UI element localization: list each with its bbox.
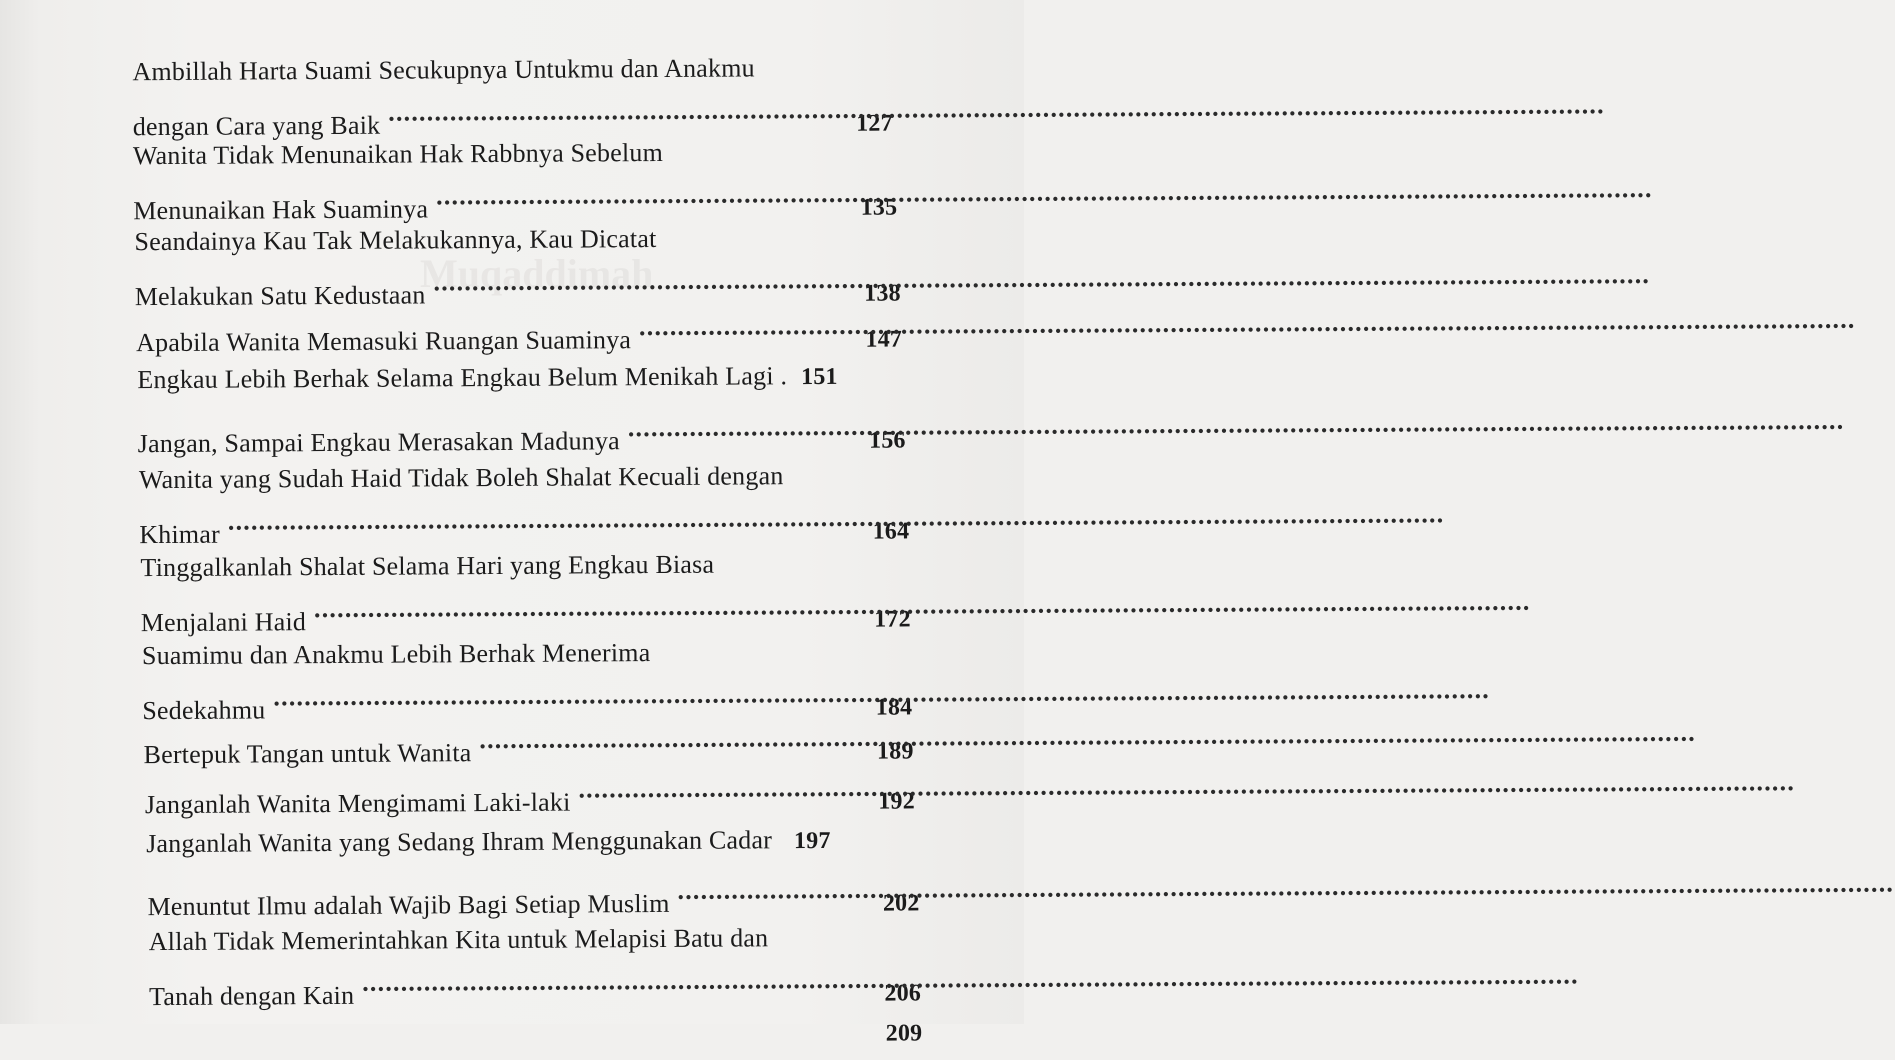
toc-page-number: 192 <box>878 788 915 815</box>
toc-entry-title: Jangan, Sampai Engkau Merasakan Madunya <box>137 426 620 459</box>
toc-page-number: 206 <box>884 980 922 1007</box>
toc-leader-dots <box>362 959 876 1004</box>
toc-entry[interactable] <box>132 47 893 142</box>
toc-leader-dots <box>436 173 853 218</box>
toc-entry-title-line1: Seandainya Kau Tak Melakukannya, Kau Dicatat <box>134 223 657 257</box>
toc-entry[interactable] <box>140 542 911 638</box>
toc-leader-dots <box>388 89 848 134</box>
toc-entry[interactable] <box>134 217 901 312</box>
toc-entry-title-line2: Menjalani Haid <box>140 607 307 638</box>
toc-entry[interactable] <box>132 131 898 226</box>
toc-entry-title: Janganlah Wanita yang Sedang Ihram Menggunakan Cadar <box>146 825 773 859</box>
toc-leader-dots <box>314 585 866 630</box>
toc-entry[interactable] <box>141 630 913 726</box>
toc-entry-title-line2: Khimar <box>139 519 220 550</box>
toc-page-number: 209 <box>885 1020 923 1047</box>
toc-entry-title-line1: Suamimu dan Anakmu Lebih Berhak Menerima <box>141 638 651 671</box>
toc-page-number: 135 <box>860 194 898 221</box>
toc-entry[interactable] <box>150 998 922 1045</box>
toc-entry-title: Janganlah Wanita Mengimami Laki-laki <box>144 787 571 820</box>
toc-entry[interactable] <box>148 916 922 1012</box>
toc-leader-dots <box>433 259 856 304</box>
toc-entry-title-line2: Sedekahmu <box>142 695 266 726</box>
toc-entry-title: Menuntut Ilmu adalah Wajib Bagi Setiap Muslim <box>147 888 670 922</box>
toc-entry-title: Apabila Wanita Memasuki Ruangan Suaminya <box>136 325 632 358</box>
toc-page-number: 202 <box>882 890 920 917</box>
toc-leader-dots <box>273 673 868 719</box>
toc-page-number: 197 <box>793 827 831 855</box>
toc-entry[interactable] <box>137 354 903 401</box>
toc-entry[interactable] <box>146 818 918 865</box>
toc-entry[interactable] <box>137 405 906 459</box>
toc-page-number: 189 <box>876 738 914 765</box>
toc-page-number: 164 <box>872 518 910 545</box>
toc-entry[interactable] <box>138 454 910 550</box>
toc-entry-title-line1: Wanita yang Sudah Haid Tidak Boleh Shalat Kecuali dengan <box>138 461 784 495</box>
toc-page-number: 147 <box>865 326 903 353</box>
show-through-heading: Muqaddimah <box>420 251 654 296</box>
toc-leader-dots <box>628 406 861 449</box>
toc-leader-dots <box>228 497 865 543</box>
toc-entry-title-line2: Melakukan Satu Kedustaan <box>134 280 426 312</box>
toc-leader-dots <box>578 767 870 811</box>
toc-leader-dots <box>639 305 858 348</box>
toc-page-number: 184 <box>875 694 913 721</box>
toc-entry-title-line1: Allah Tidak Memerintahkan Kita untuk Melapisi Batu dan <box>148 923 769 957</box>
toc-entry[interactable] <box>143 716 914 770</box>
toc-page-number: 151 <box>801 363 838 391</box>
toc-entry-title-line1: Tinggalkanlah Shalat Selama Hari yang Engkau Biasa <box>140 549 715 583</box>
toc-leader-dots <box>479 717 869 761</box>
toc-entry[interactable] <box>147 868 920 922</box>
toc-page-number: 172 <box>874 606 911 633</box>
toc-page-number: 156 <box>869 427 906 454</box>
toc-entry-title-line1: Ambillah Harta Suami Secukupnya Untukmu dan Anakmu <box>132 53 755 87</box>
toc-entry-title: Engkau Lebih Berhak Selama Engkau Belum Menikah Lagi . <box>137 361 788 395</box>
toc-entry-title: Bertepuk Tangan untuk Wanita <box>143 738 472 770</box>
toc-page-number: 138 <box>864 280 901 307</box>
toc-entry-title-line2: Tanah dengan Kain <box>149 980 355 1012</box>
toc-entry-title-line1: Wanita Tidak Menunaikan Hak Rabbnya Sebelum <box>132 137 664 171</box>
toc-entry-title-line2: Menunaikan Hak Suaminya <box>133 194 429 226</box>
toc-entry-title-line2: dengan Cara yang Baik <box>132 110 381 142</box>
toc-entry[interactable] <box>144 766 915 820</box>
toc-entry[interactable] <box>136 304 903 358</box>
toc-leader-dots <box>677 869 875 912</box>
toc-page-number: 127 <box>856 110 893 137</box>
